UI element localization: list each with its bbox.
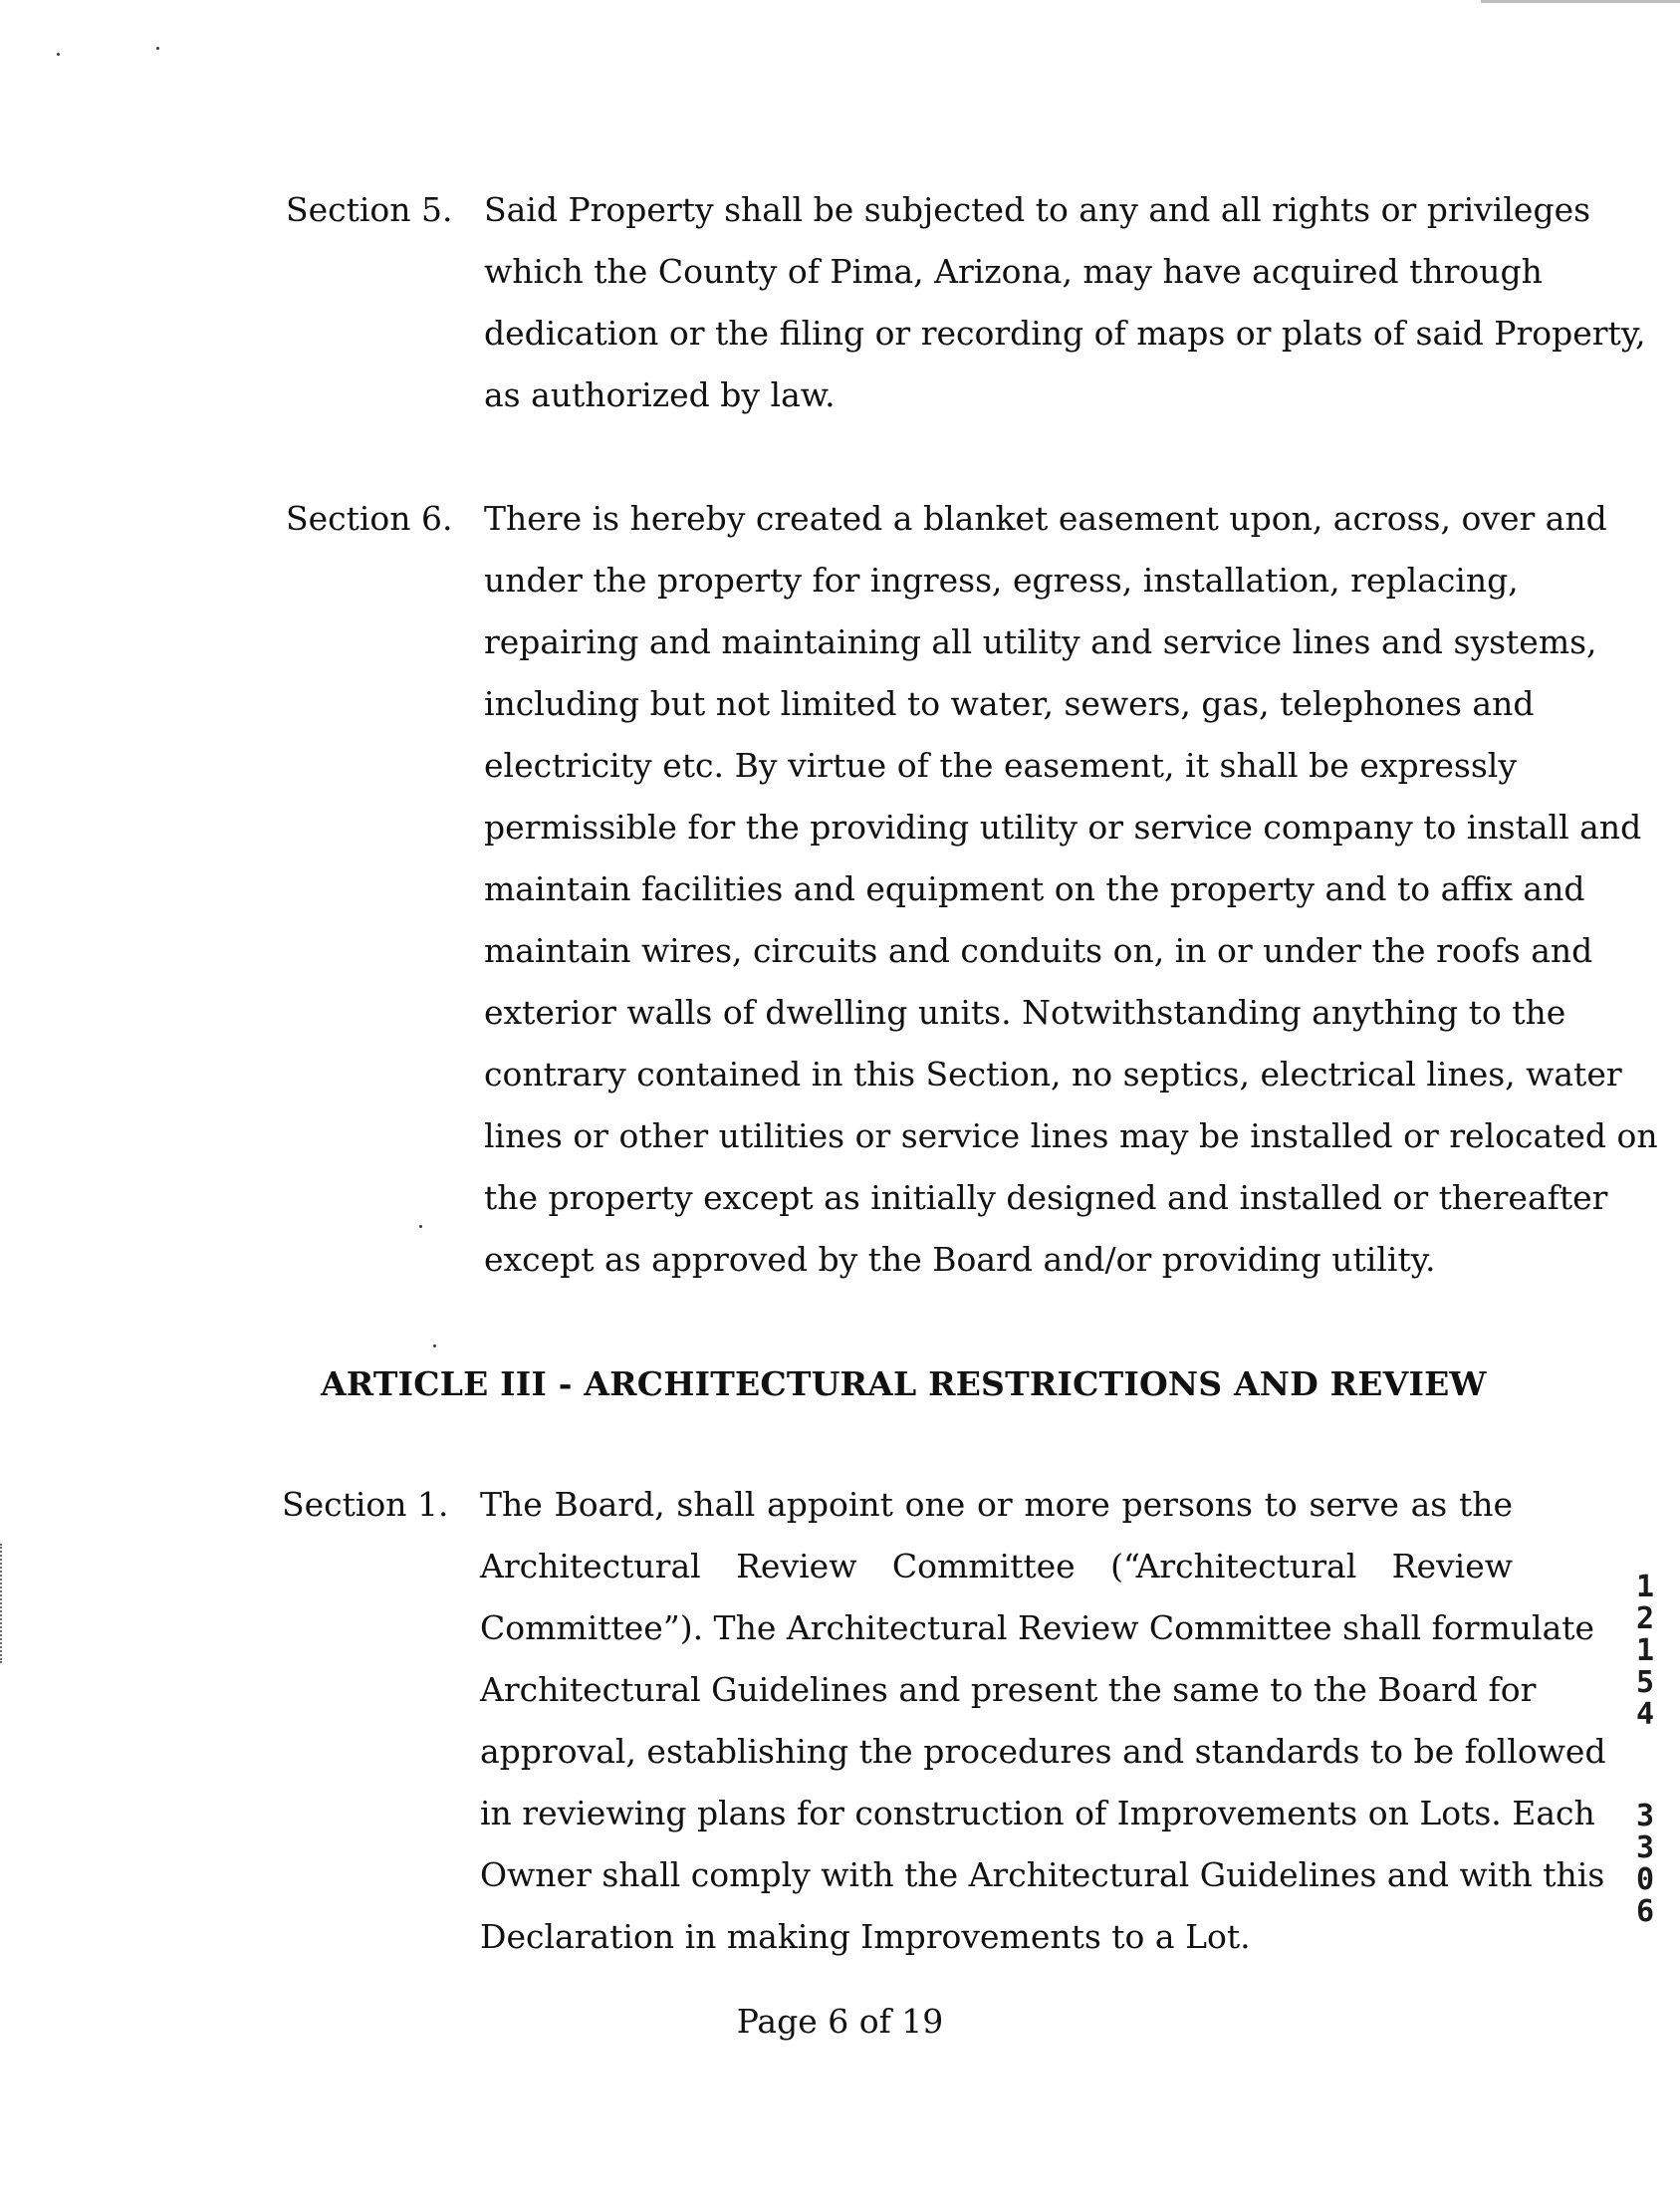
section-label: Section 1. [282, 1485, 449, 1524]
text-line: lines or other utilities or service lines may be installed or relocated on [484, 1116, 1658, 1155]
page-number: Page 6 of 19 [736, 2002, 944, 2041]
recording-stamp-top [1628, 1572, 1662, 1731]
section-label: Section 5. [286, 190, 453, 229]
section-body [484, 179, 1646, 426]
stamp-digit: 1 [1635, 1570, 1655, 1604]
section-label: Section 6. [286, 499, 453, 538]
text-line: under the property for ingress, egress, installation, replacing, [484, 561, 1519, 600]
recording-stamp-bottom [1628, 1801, 1662, 1928]
article-heading: ARTICLE III - ARCHITECTURAL RESTRICTIONS AND REVIEW [321, 1364, 1487, 1403]
section-body [484, 488, 1658, 1291]
text-line: which the County of Pima, Arizona, may have acquired through [484, 252, 1543, 291]
section-body [480, 1474, 1606, 1968]
text-line: The Board, shall appoint one or more persons to serve as the [480, 1485, 1513, 1524]
text-line: dedication or the filing or recording of maps or plats of said Property, [484, 314, 1646, 353]
scan-speck [156, 47, 159, 50]
text-line: There is hereby created a blanket easement upon, across, over and [484, 499, 1607, 538]
scan-speck [57, 53, 60, 56]
text-line: in reviewing plans for construction of Improvements on Lots. Each [480, 1794, 1595, 1832]
text-line: Architectural Guidelines and present the same to the Board for [480, 1670, 1537, 1709]
text-line: Architectural Review Committee (“Architectural Review [480, 1547, 1513, 1585]
text-line: except as approved by the Board and/or providing utility. [484, 1240, 1436, 1279]
text-line: permissible for the providing utility or service company to install and [484, 808, 1642, 847]
text-line: maintain facilities and equipment on the property and to affix and [484, 869, 1585, 908]
text-line: Said Property shall be subjected to any and all rights or privileges [484, 190, 1591, 229]
stamp-digit: 5 [1635, 1665, 1655, 1700]
page-top-rule [1481, 0, 1680, 3]
scan-speck [433, 1344, 436, 1347]
text-line: Committee”). The Architectural Review Committee shall formulate [480, 1608, 1595, 1647]
stamp-digit: 3 [1635, 1799, 1655, 1833]
scan-speck [419, 1225, 422, 1228]
text-line: including but not limited to water, sewers, gas, telephones and [484, 684, 1535, 723]
text-line: approval, establishing the procedures and standards to be followed [480, 1732, 1606, 1771]
text-line: contrary contained in this Section, no septics, electrical lines, water [484, 1055, 1622, 1094]
stamp-digit: 1 [1635, 1633, 1655, 1668]
text-line: as authorized by law. [484, 375, 836, 414]
text-line: Declaration in making Improvements to a Lot. [480, 1917, 1251, 1956]
text-line: repairing and maintaining all utility and service lines and systems, [484, 622, 1597, 661]
text-line: electricity etc. By virtue of the easement, it shall be expressly [484, 746, 1517, 785]
text-line: the property except as initially designed and installed or thereafter [484, 1178, 1608, 1217]
text-line: Owner shall comply with the Architectural Guidelines and with this [480, 1855, 1605, 1894]
text-line: maintain wires, circuits and conduits on, in or under the roofs and [484, 931, 1593, 970]
stamp-digit: 3 [1635, 1830, 1655, 1865]
text-line: exterior walls of dwelling units. Notwithstanding anything to the [484, 993, 1566, 1032]
stamp-digit: 0 [1635, 1862, 1655, 1897]
stamp-digit: 4 [1635, 1697, 1655, 1732]
margin-tick-marks [0, 1544, 6, 1663]
stamp-digit: 2 [1635, 1601, 1655, 1636]
stamp-digit: 6 [1635, 1894, 1655, 1929]
